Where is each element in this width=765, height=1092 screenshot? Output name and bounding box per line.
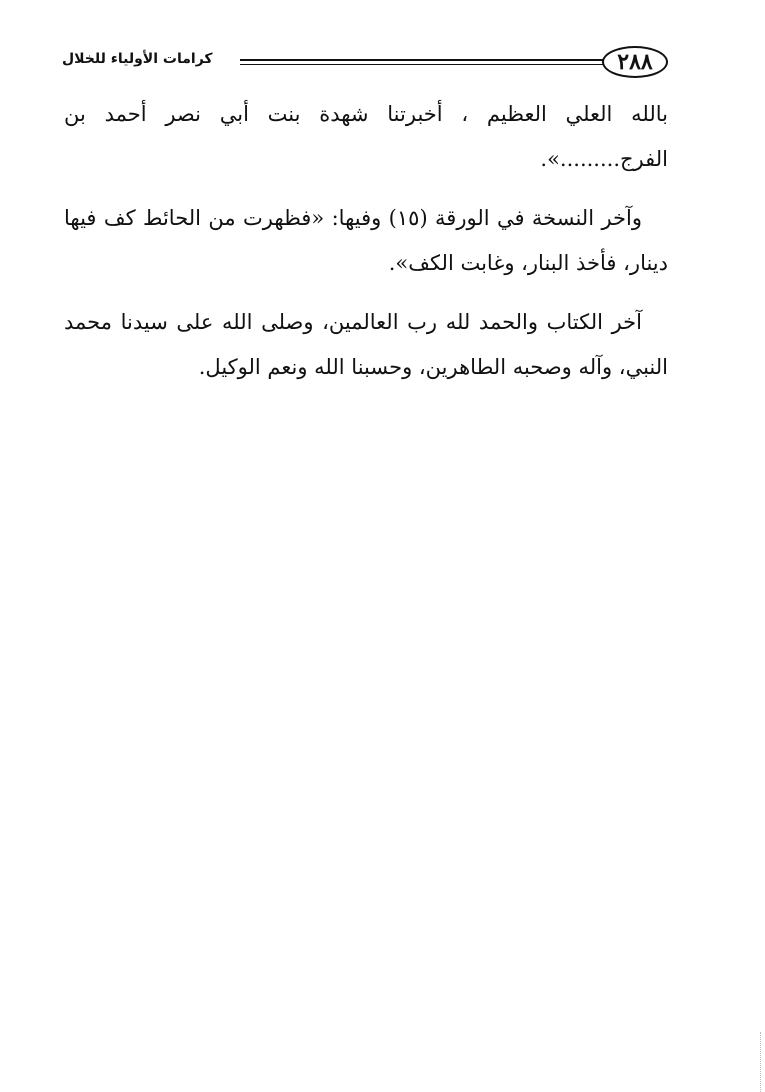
- header-rule: [240, 59, 604, 65]
- text-line: دينار، فأخذ البنار، وغابت الكف».: [388, 251, 668, 275]
- text-line: بالله العلي العظيم ، أخبرتنا شهدة بنت أبي نصر أحمد بن: [64, 102, 668, 126]
- text-line: الفرج.........».: [540, 147, 668, 171]
- text-line: النبي، وآله وصحبه الطاهرين، وحسبنا الله ونعم الوكيل.: [198, 355, 668, 379]
- text-line: وآخر النسخة في الورقة (١٥) وفيها: «فظهرت من الحائط كف فيها: [64, 206, 642, 230]
- paragraph: [64, 196, 668, 286]
- running-title: كرامات الأولياء للخلال: [62, 51, 213, 67]
- paragraph: [64, 92, 668, 182]
- text-line: آخر الكتاب والحمد لله رب العالمين، وصلى الله على سيدنا محمد: [64, 310, 642, 334]
- running-header: [62, 46, 668, 80]
- scan-edge-marks: [752, 1032, 761, 1092]
- paragraph: [64, 300, 668, 390]
- page-body: [64, 92, 668, 404]
- page-number: ٢٨٨: [602, 46, 668, 78]
